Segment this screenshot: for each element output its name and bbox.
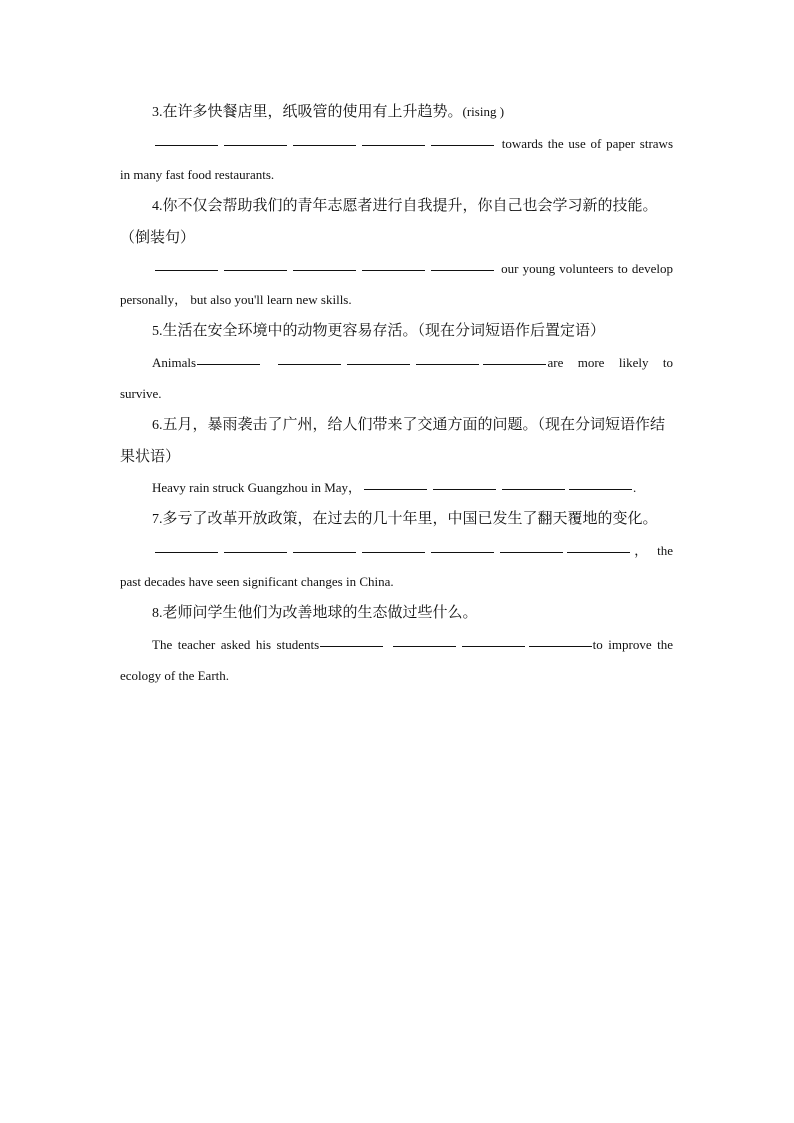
blank[interactable] [416, 363, 479, 365]
blank[interactable] [293, 269, 356, 271]
worksheet [120, 96, 673, 691]
blank[interactable] [364, 488, 427, 490]
blank[interactable] [224, 269, 287, 271]
blank[interactable] [431, 551, 494, 553]
answer-line-6: Heavy rain struck Guangzhou in May， . [152, 480, 637, 495]
answer-line-4: our young volunteers to develop personally， but also you'll learn new skills. [120, 261, 674, 307]
blank[interactable] [320, 645, 383, 647]
blank[interactable] [224, 551, 287, 553]
blank[interactable] [362, 144, 425, 146]
blank[interactable] [155, 144, 218, 146]
question-4: 4.你不仅会帮助我们的青年志愿者进行自我提升，你自己也会学习新的技能。（倒装句） [120, 196, 658, 246]
blank[interactable] [347, 363, 410, 365]
blank[interactable] [293, 551, 356, 553]
blank[interactable] [502, 488, 565, 490]
question-8: 8.老师问学生他们为改善地球的生态做过些什么。 [152, 603, 478, 621]
blank[interactable] [197, 363, 260, 365]
question-6: 6.五月，暴雨袭击了广州，给人们带来了交通方面的问题。（现在分词短语作结果状语） [120, 415, 666, 465]
blank[interactable] [567, 551, 630, 553]
blank[interactable] [483, 363, 546, 365]
blank[interactable] [529, 645, 592, 647]
blank[interactable] [278, 363, 341, 365]
answer-line-3: towards the use of paper straws in many fast food restaurants. [120, 136, 674, 182]
blank[interactable] [433, 488, 496, 490]
answer-line-8: The teacher asked his students to improve the ecology of the Earth. [120, 637, 673, 683]
blank[interactable] [462, 645, 525, 647]
blank[interactable] [393, 645, 456, 647]
question-5: 5.生活在安全环境中的动物更容易存活。（现在分词短语作后置定语） [152, 321, 606, 339]
blank[interactable] [431, 269, 494, 271]
blank[interactable] [362, 269, 425, 271]
blank[interactable] [569, 488, 632, 490]
question-7: 7.多亏了改革开放政策，在过去的几十年里，中国已发生了翻天覆地的变化。 [152, 509, 658, 527]
question-3: 3.在许多快餐店里，纸吸管的使用有上升趋势。(rising ) [152, 102, 505, 120]
blank[interactable] [362, 551, 425, 553]
blank[interactable] [224, 144, 287, 146]
blank[interactable] [155, 551, 218, 553]
blank[interactable] [500, 551, 563, 553]
blank[interactable] [431, 144, 494, 146]
answer-line-5: Animals are more likely to survive. [120, 355, 673, 401]
blank[interactable] [293, 144, 356, 146]
blank[interactable] [155, 269, 218, 271]
answer-line-7: ， the past decades have seen significant changes in China. [120, 543, 673, 589]
